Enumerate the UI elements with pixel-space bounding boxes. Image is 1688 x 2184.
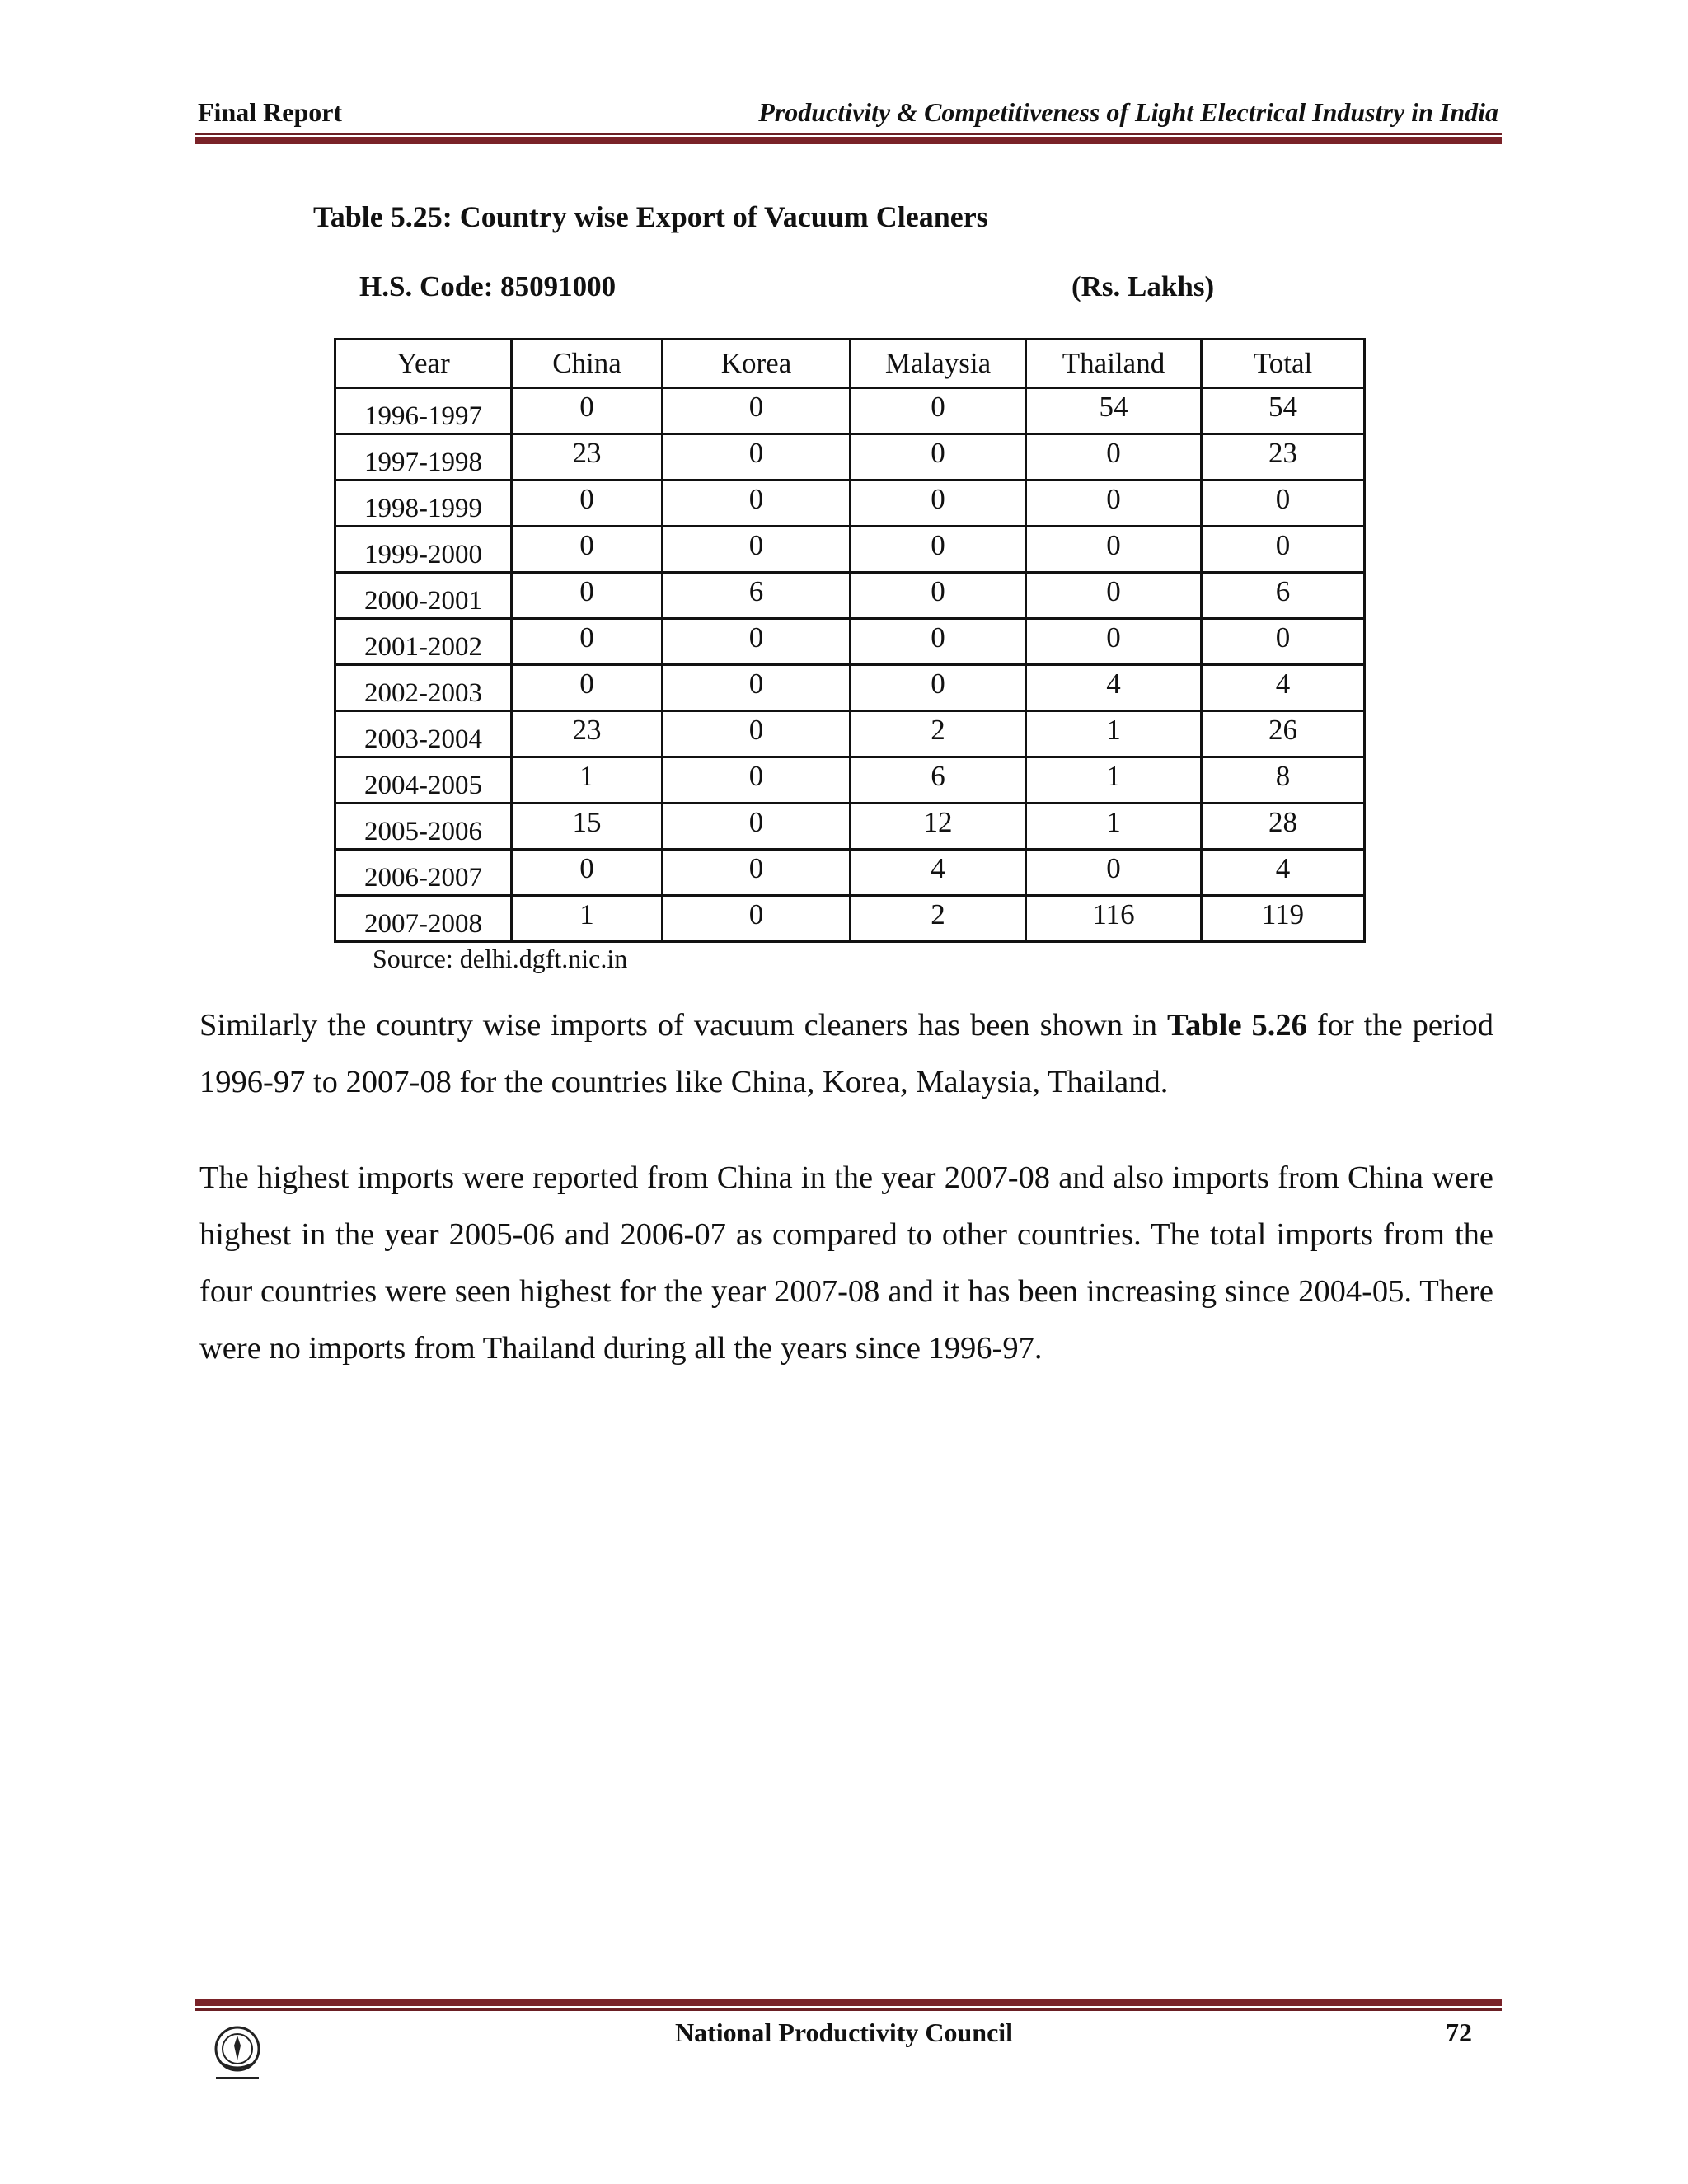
- table-caption: Table 5.25: Country wise Export of Vacuum Cleaners: [313, 200, 988, 233]
- cell-thailand: 1: [1026, 757, 1202, 804]
- cell-korea: 0: [663, 619, 851, 665]
- table-row: [335, 850, 1365, 896]
- unit-label: (Rs. Lakhs): [1071, 270, 1215, 302]
- cell-total: 0: [1202, 480, 1365, 527]
- column-header-korea: Korea: [663, 340, 851, 388]
- cell-malaysia: 4: [851, 850, 1026, 896]
- cell-malaysia: 0: [851, 434, 1026, 480]
- cell-year: 1996-1997: [335, 388, 512, 434]
- cell-china: 1: [512, 896, 663, 942]
- table-row: [335, 619, 1365, 665]
- cell-korea: 0: [663, 480, 851, 527]
- cell-total: 26: [1202, 711, 1365, 757]
- cell-year: 2002-2003: [335, 665, 512, 711]
- cell-china: 1: [512, 757, 663, 804]
- cell-year: 2004-2005: [335, 757, 512, 804]
- table-source: Source: delhi.dgft.nic.in: [373, 944, 628, 973]
- cell-korea: 0: [663, 896, 851, 942]
- cell-malaysia: 6: [851, 757, 1026, 804]
- table-row: [335, 896, 1365, 942]
- cell-china: 0: [512, 573, 663, 619]
- footer-rule-thin: [195, 2008, 1502, 2011]
- cell-korea: 0: [663, 850, 851, 896]
- column-header-china: China: [512, 340, 663, 388]
- cell-total: 6: [1202, 573, 1365, 619]
- header-rule-thin: [195, 133, 1502, 135]
- paragraph-1-table-ref: Table 5.26: [1166, 1008, 1307, 1043]
- header-document-title: Productivity & Competitiveness of Light Electrical Industry in India: [758, 97, 1498, 127]
- table-header-row: [335, 340, 1365, 388]
- hs-code-label: H.S. Code: 85091000: [359, 270, 617, 302]
- cell-thailand: 0: [1026, 850, 1202, 896]
- paragraph-1-before: Similarly the country wise imports of vacuum cleaners has been shown in: [199, 1008, 1167, 1043]
- cell-thailand: 116: [1026, 896, 1202, 942]
- table-body: [335, 388, 1365, 942]
- cell-total: 4: [1202, 850, 1365, 896]
- cell-china: 23: [512, 711, 663, 757]
- paragraph-2: The highest imports were reported from China in the year 2007-08 and also imports from China were highest in the year 2005-06 and 2006-07 as compared to other countries. The total imports from the four countries were seen highest for the year 2007-08 and it has been increasing since 2004-05. There were no imports from Thailand during all the years since 1996-97.: [199, 1160, 1493, 1366]
- cell-malaysia: 0: [851, 388, 1026, 434]
- cell-year: 2005-2006: [335, 804, 512, 850]
- cell-year: 2007-2008: [335, 896, 512, 942]
- cell-korea: 0: [663, 434, 851, 480]
- cell-total: 54: [1202, 388, 1365, 434]
- cell-malaysia: 12: [851, 804, 1026, 850]
- cell-china: 23: [512, 434, 663, 480]
- column-header-malaysia: Malaysia: [851, 340, 1026, 388]
- cell-china: 15: [512, 804, 663, 850]
- cell-thailand: 0: [1026, 619, 1202, 665]
- cell-thailand: 1: [1026, 711, 1202, 757]
- table-row: [335, 527, 1365, 573]
- cell-malaysia: 0: [851, 527, 1026, 573]
- paragraph-1: [199, 997, 1493, 1111]
- cell-thailand: 1: [1026, 804, 1202, 850]
- table-row: [335, 804, 1365, 850]
- table-row: [335, 711, 1365, 757]
- cell-year: 1999-2000: [335, 527, 512, 573]
- cell-china: 0: [512, 665, 663, 711]
- cell-malaysia: 2: [851, 896, 1026, 942]
- cell-korea: 0: [663, 711, 851, 757]
- cell-korea: 0: [663, 665, 851, 711]
- cell-year: 2001-2002: [335, 619, 512, 665]
- cell-korea: 0: [663, 804, 851, 850]
- cell-china: 0: [512, 619, 663, 665]
- footer-organization: National Productivity Council: [674, 2018, 1014, 2047]
- header-report-title: Final Report: [198, 97, 343, 127]
- cell-china: 0: [512, 480, 663, 527]
- cell-total: 0: [1202, 527, 1365, 573]
- table-row: [335, 480, 1365, 527]
- cell-malaysia: 0: [851, 573, 1026, 619]
- table-row: [335, 388, 1365, 434]
- cell-thailand: 0: [1026, 573, 1202, 619]
- cell-total: 0: [1202, 619, 1365, 665]
- cell-korea: 0: [663, 757, 851, 804]
- column-header-total: Total: [1202, 340, 1365, 388]
- cell-china: 0: [512, 388, 663, 434]
- column-header-thailand: Thailand: [1026, 340, 1202, 388]
- column-header-year: Year: [335, 340, 512, 388]
- cell-malaysia: 2: [851, 711, 1026, 757]
- table-row: [335, 757, 1365, 804]
- cell-korea: 6: [663, 573, 851, 619]
- cell-total: 28: [1202, 804, 1365, 850]
- header-rule-thick: [195, 137, 1502, 144]
- cell-thailand: 4: [1026, 665, 1202, 711]
- paragraph-1-after: for the period 1996-97 to 2007-08 for the countries like China, Korea, Malaysia, Thailand.: [199, 1008, 1493, 1099]
- cell-thailand: 54: [1026, 388, 1202, 434]
- cell-malaysia: 0: [851, 480, 1026, 527]
- cell-year: 2000-2001: [335, 573, 512, 619]
- cell-thailand: 0: [1026, 434, 1202, 480]
- cell-korea: 0: [663, 527, 851, 573]
- cell-malaysia: 0: [851, 665, 1026, 711]
- cell-korea: 0: [663, 388, 851, 434]
- table-row: [335, 573, 1365, 619]
- cell-year: 2006-2007: [335, 850, 512, 896]
- cell-total: 23: [1202, 434, 1365, 480]
- table-row: [335, 434, 1365, 480]
- footer-rule-thick: [195, 1999, 1502, 2006]
- cell-thailand: 0: [1026, 480, 1202, 527]
- cell-malaysia: 0: [851, 619, 1026, 665]
- cell-year: 2003-2004: [335, 711, 512, 757]
- cell-year: 1997-1998: [335, 434, 512, 480]
- cell-china: 0: [512, 527, 663, 573]
- page-number: 72: [1446, 2018, 1472, 2047]
- cell-china: 0: [512, 850, 663, 896]
- table-row: [335, 665, 1365, 711]
- cell-total: 8: [1202, 757, 1365, 804]
- cell-total: 4: [1202, 665, 1365, 711]
- cell-thailand: 0: [1026, 527, 1202, 573]
- cell-total: 119: [1202, 896, 1365, 942]
- export-table: [334, 338, 1366, 943]
- cell-year: 1998-1999: [335, 480, 512, 527]
